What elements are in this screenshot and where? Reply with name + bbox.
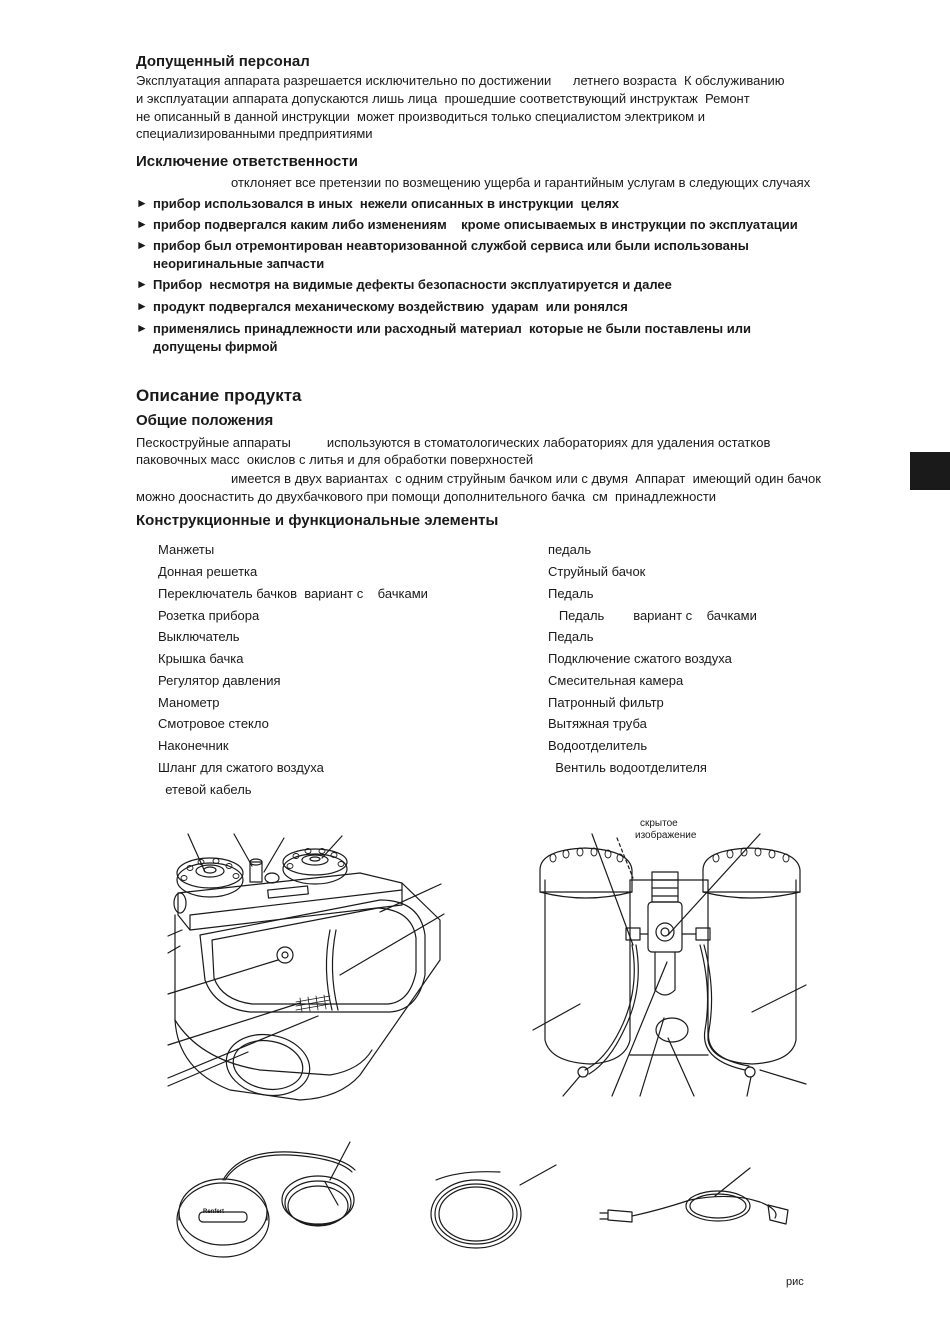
element-item: Водоотделитель [548, 738, 648, 753]
hidden-view-label: изображение [635, 830, 697, 841]
bullet-arrow-icon: ► [136, 277, 148, 291]
pedal-drawing [177, 1142, 355, 1257]
personnel-line: не описанный в данной инструкции может производиться только специалистом электриком и [136, 109, 705, 124]
element-item: Регулятор давления [158, 673, 281, 688]
personnel-line: специализированными предприятиями [136, 126, 373, 141]
elements-heading: Конструкционные и функциональные элементы [136, 512, 499, 529]
element-item: Розетка прибора [158, 608, 260, 623]
element-item: Шланг для сжатого воздуха [158, 760, 324, 775]
liability-intro: отклоняет все претензии по возмещению ущерба и гарантийным услугам в следующих случаях [231, 175, 811, 190]
figure-caption: рис [786, 1276, 804, 1288]
element-item: Смесительная камера [548, 673, 684, 688]
element-item: Крышка бачка [158, 651, 244, 666]
element-item: Манометр [158, 695, 220, 710]
personnel-line: Эксплуатация аппарата разрешается исключительно по достижении летнего возраста К обслуживанию [136, 73, 785, 88]
element-item: Вытяжная труба [548, 716, 647, 731]
two-tank-unit-drawing [533, 834, 806, 1096]
bullet-arrow-icon: ► [136, 196, 148, 210]
element-item: Смотровое стекло [158, 716, 269, 731]
general-line: паковочных масс окислов с литья и для обработки поверхностей [136, 452, 534, 467]
bullet-arrow-icon: ► [136, 217, 148, 231]
bullet-text: прибор был отремонтирован неавторизованной службой сервиса или были использованы [153, 238, 749, 253]
element-item: Переключатель бачков вариант с бачками [158, 586, 428, 601]
element-item: Педаль [548, 586, 594, 601]
element-item: Наконечник [158, 738, 229, 753]
bullet-text: Прибор несмотря на видимые дефекты безопасности эксплуатируется и далее [153, 277, 672, 292]
general-line: можно дооснастить до двухбачкового при помощи дополнительного бачка см принадлежности [136, 489, 717, 504]
liability-heading: Исключение ответственности [136, 153, 358, 170]
element-item: етевой кабель [158, 782, 252, 797]
power-cable-drawing [600, 1168, 788, 1224]
element-item: Манжеты [158, 542, 215, 557]
product-heading: Описание продукта [136, 386, 302, 405]
element-item: педаль [548, 542, 592, 557]
personnel-line: и эксплуатации аппарата допускаются лишь лица прошедшие соответствующий инструктаж Ремонт [136, 91, 750, 106]
general-line: Пескоструйные аппараты используются в стоматологических лабораториях для удаления остатков [136, 435, 771, 450]
element-item: Подключение сжатого воздуха [548, 651, 732, 666]
general-heading: Общие положения [136, 412, 274, 429]
general-line: имеется в двух вариантах с одним струйным бачком или с двумя Аппарат имеющий один бачок [231, 471, 821, 486]
bullet-text: продукт подвергался механическому воздействию ударам или ронялся [153, 299, 628, 314]
element-item: Донная решетка [158, 564, 258, 579]
bullet-arrow-icon: ► [136, 299, 148, 313]
bullet-text: прибор подвергался каким либо изменениям кроме описываемых в инструкции по эксплуатации [153, 217, 798, 232]
element-item: Педаль вариант с бачками [548, 608, 757, 623]
air-hose-drawing [431, 1165, 556, 1248]
element-item: Выключатель [158, 629, 240, 644]
element-item: Струйный бачок [548, 564, 646, 579]
bullet-arrow-icon: ► [136, 321, 148, 335]
bullet-text: неоригинальные запчасти [153, 256, 325, 271]
sandblaster-cabinet-drawing [168, 834, 444, 1102]
element-item: Педаль [548, 629, 594, 644]
bullet-arrow-icon: ► [136, 238, 148, 252]
bullet-text: прибор использовался в иных нежели описанных в инструкции целях [153, 196, 620, 211]
personnel-heading: Допущенный персонал [136, 53, 310, 70]
pedal-brand-logo: Renfert [203, 1209, 225, 1215]
element-item: Патронный фильтр [548, 695, 664, 710]
element-item: Вентиль водоотделителя [548, 760, 707, 775]
bullet-text: применялись принадлежности или расходный материал которые не были поставлены или [153, 321, 751, 336]
bullet-text: допущены фирмой [153, 339, 278, 354]
hidden-view-label: скрытое [640, 818, 678, 829]
